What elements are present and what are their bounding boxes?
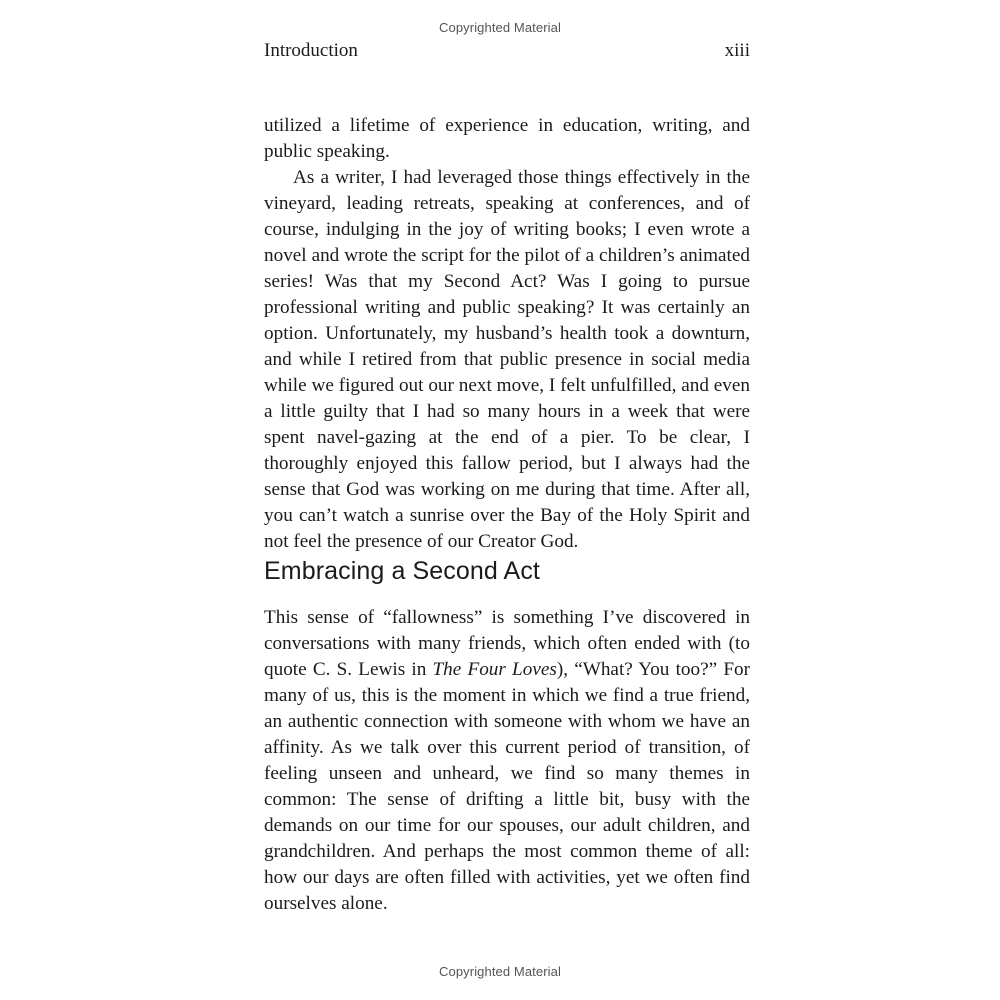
running-head <box>264 40 750 66</box>
fallowness-paragraph <box>264 605 750 917</box>
section-heading: Embracing a Second Act <box>264 557 540 585</box>
paragraph-text-after-title: ), “What? You too?” For many of us, this is the moment in which we find a true friend, an authentic connection with someone with whom we have an affinity. As we talk over this current period of transition, of feeling unseen and unheard, we find so many themes in common: The sense of drifting a little bit, busy with the demands on our time for our spouses, our adult children, and grandchildren. And perhaps the most common theme of all: how our days are often filled with activities, yet we often find ourselves alone. <box>264 659 751 914</box>
continuation-paragraph: utilized a lifetime of experience in education, writing, and public speaking. <box>264 115 750 162</box>
paragraph-text-before-title: This sense of “fallowness” is something I’ve discovered in conversations with many friends, which often ended with (to quote C. S. Lewis in <box>264 607 750 680</box>
section-two-text <box>264 605 750 917</box>
section-one-text <box>264 113 750 555</box>
book-title: The Four Loves <box>432 659 557 680</box>
copyright-watermark-bottom: Copyrighted Material <box>439 964 561 979</box>
writer-paragraph: As a writer, I had leveraged those things effectively in the vineyard, leading retreats, speaking at conferences, and of course, indulging in the joy of writing books; I even wrote a novel and wrote the script for the pilot of a children’s animated series! Was that my Second Act? Was I going to pursue professional writing and public speaking? It was certainly an option. Unfortunately, my husband’s health took a downturn, and while I retired from that public presence in social media while we figured out our next move, I felt unfulfilled, and even a little guilty that I had so many hours in a week that were spent navel-gazing at the end of a pier. To be clear, I thoroughly enjoyed this fallow period, but I always had the sense that God was working on me during that time. After all, you can’t watch a sunrise over the Bay of the Holy Spirit and not feel the presence of our Creator God. <box>264 167 750 552</box>
copyright-watermark-top: Copyrighted Material <box>439 20 561 35</box>
page-number: xiii <box>724 40 750 61</box>
running-head-section: Introduction <box>264 40 358 61</box>
